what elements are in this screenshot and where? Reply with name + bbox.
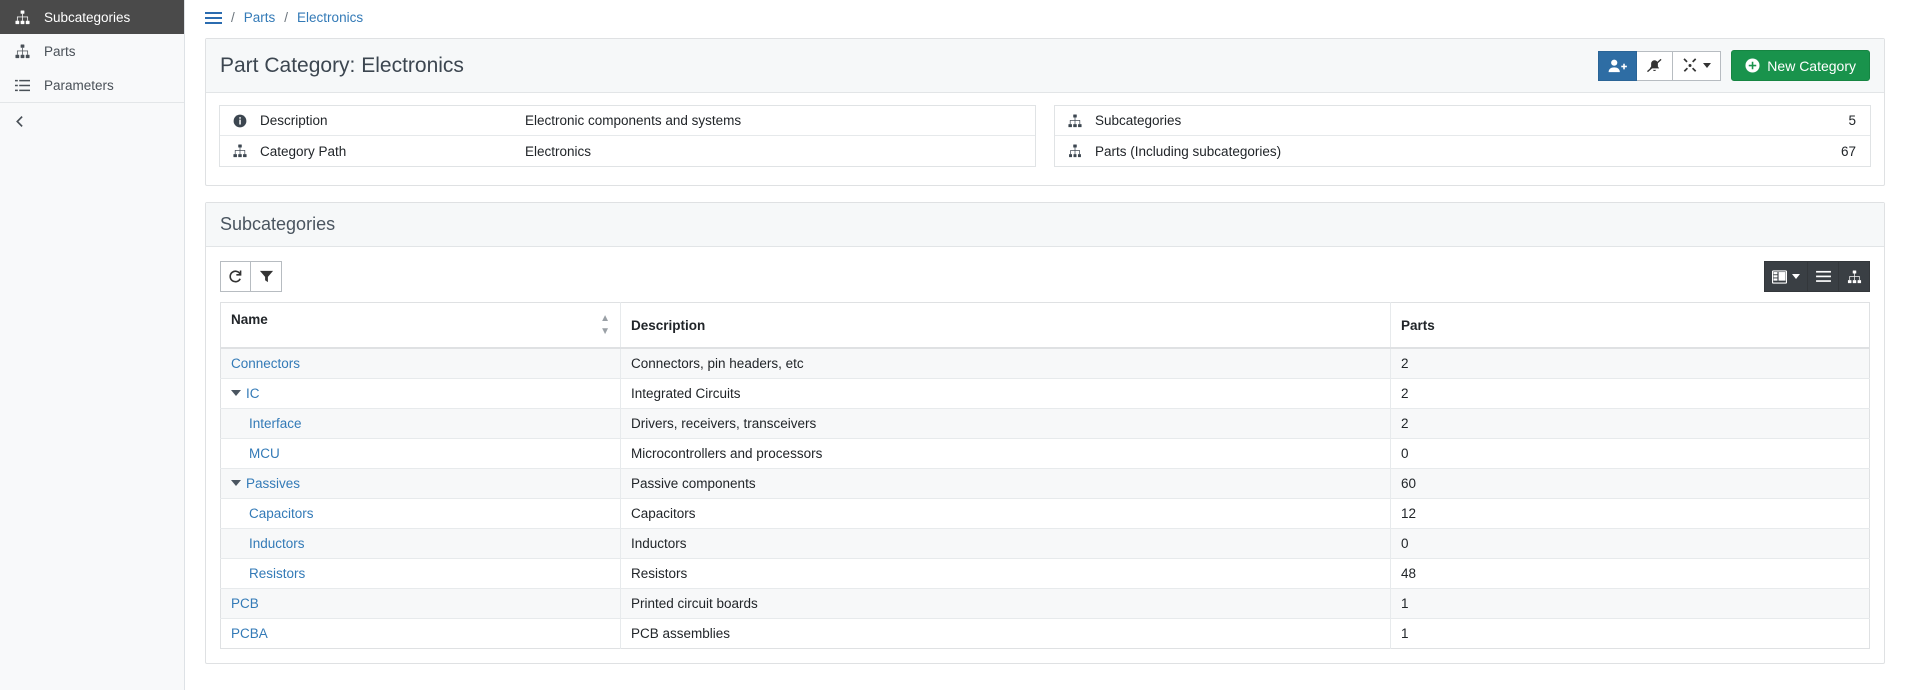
detail-value: Electronic components and systems bbox=[525, 113, 742, 128]
list-icon bbox=[14, 78, 31, 93]
table-toolbar bbox=[206, 247, 1884, 302]
detail-label: Category Path bbox=[260, 143, 347, 159]
detail-label: Parts (Including subcategories) bbox=[1095, 143, 1282, 159]
detail-label: Description bbox=[260, 113, 328, 128]
cell-parts: 48 bbox=[1391, 559, 1870, 589]
cell-name bbox=[221, 559, 621, 589]
list-view-button[interactable] bbox=[1808, 261, 1839, 292]
table-toolbar-right bbox=[1764, 261, 1870, 292]
sidebar bbox=[0, 0, 185, 690]
detail-row-description bbox=[220, 106, 1035, 136]
cell-name bbox=[221, 469, 621, 499]
page-title: Part Category: Electronics bbox=[220, 53, 464, 77]
category-link[interactable]: PCB bbox=[231, 596, 259, 611]
tree-view-button[interactable] bbox=[1839, 261, 1870, 292]
expand-collapse-icon[interactable] bbox=[231, 390, 241, 396]
table-row bbox=[221, 589, 1870, 619]
breadcrumb-item-parts[interactable]: Parts bbox=[243, 10, 276, 25]
refresh-icon bbox=[228, 269, 243, 284]
subcategories-panel bbox=[205, 202, 1885, 664]
sitemap-icon bbox=[1055, 114, 1095, 128]
new-category-label: New Category bbox=[1767, 57, 1856, 74]
cell-description: Passive components bbox=[621, 469, 1391, 499]
detail-value: 5 bbox=[1848, 113, 1856, 128]
cell-description: Connectors, pin headers, etc bbox=[621, 348, 1391, 379]
table-row bbox=[221, 529, 1870, 559]
filter-button[interactable] bbox=[251, 261, 282, 292]
column-header-name[interactable] bbox=[221, 303, 621, 349]
column-header-label: Name bbox=[231, 312, 268, 327]
detail-label: Subcategories bbox=[1095, 113, 1182, 128]
table-header-row bbox=[221, 303, 1870, 349]
subcategories-title: Subcategories bbox=[220, 214, 336, 234]
details-left-column bbox=[219, 105, 1036, 167]
table-body bbox=[221, 348, 1870, 649]
chevron-left-icon bbox=[14, 115, 27, 128]
category-link[interactable]: MCU bbox=[249, 446, 280, 461]
cell-name bbox=[221, 529, 621, 559]
table-toolbar-left bbox=[220, 261, 282, 292]
tools-dropdown-button[interactable] bbox=[1673, 51, 1721, 81]
chevron-down-icon bbox=[1792, 274, 1800, 279]
hamburger-icon[interactable] bbox=[205, 11, 222, 25]
expand-collapse-icon[interactable] bbox=[231, 480, 241, 486]
cell-description: Resistors bbox=[621, 559, 1391, 589]
sidebar-item-parameters[interactable] bbox=[0, 68, 184, 102]
cell-name bbox=[221, 409, 621, 439]
part-category-details bbox=[206, 93, 1884, 185]
refresh-button[interactable] bbox=[220, 261, 251, 292]
category-link[interactable]: PCBA bbox=[231, 626, 268, 641]
list-view-icon bbox=[1816, 270, 1831, 283]
funnel-icon bbox=[259, 269, 274, 284]
sort-icon[interactable]: ▲ ▼ bbox=[600, 313, 610, 337]
table-row bbox=[221, 619, 1870, 649]
wrench-icon bbox=[1682, 58, 1698, 73]
table-row bbox=[221, 409, 1870, 439]
table-row bbox=[221, 499, 1870, 529]
info-icon bbox=[220, 114, 260, 128]
details-right-column bbox=[1054, 105, 1871, 167]
part-category-panel bbox=[205, 38, 1885, 186]
table-row bbox=[221, 379, 1870, 409]
cell-name bbox=[221, 619, 621, 649]
detail-row-subcategories-count bbox=[1055, 106, 1870, 136]
cell-name bbox=[221, 348, 621, 379]
bell-slash-icon bbox=[1646, 58, 1663, 73]
subcategories-table bbox=[220, 302, 1870, 649]
detail-row-category-path bbox=[220, 136, 1035, 166]
main-content bbox=[185, 0, 1905, 690]
cell-name bbox=[221, 439, 621, 469]
cell-description: Microcontrollers and processors bbox=[621, 439, 1391, 469]
sitemap-icon bbox=[220, 144, 260, 158]
category-link[interactable]: Passives bbox=[246, 476, 301, 491]
detail-value: 67 bbox=[1840, 143, 1856, 159]
cell-parts: 2 bbox=[1391, 379, 1870, 409]
cell-description: Drivers, receivers, transceivers bbox=[621, 409, 1391, 439]
sidebar-item-parts[interactable] bbox=[0, 34, 184, 68]
sitemap-icon bbox=[1055, 144, 1095, 158]
cell-name bbox=[221, 379, 621, 409]
sidebar-item-label: Parameters bbox=[44, 77, 114, 93]
breadcrumb bbox=[185, 0, 1905, 36]
cell-parts: 2 bbox=[1391, 348, 1870, 379]
cell-description: Inductors bbox=[621, 529, 1391, 559]
cell-description: PCB assemblies bbox=[621, 619, 1391, 649]
sidebar-item-label: Parts bbox=[44, 43, 76, 59]
column-header-description[interactable]: Description bbox=[621, 303, 1391, 349]
sidebar-item-subcategories[interactable] bbox=[0, 0, 184, 34]
sitemap-icon bbox=[14, 44, 31, 59]
table-row bbox=[221, 439, 1870, 469]
table-row bbox=[221, 559, 1870, 589]
columns-button[interactable] bbox=[1764, 261, 1808, 292]
breadcrumb-item-electronics[interactable]: Electronics bbox=[297, 10, 364, 25]
cell-parts: 2 bbox=[1391, 409, 1870, 439]
part-category-header bbox=[206, 39, 1884, 93]
new-category-button[interactable] bbox=[1731, 50, 1870, 81]
category-link[interactable]: Resistors bbox=[249, 566, 306, 581]
table-columns-icon bbox=[1772, 270, 1787, 284]
breadcrumb-separator: / bbox=[284, 10, 289, 25]
table-row bbox=[221, 348, 1870, 379]
sitemap-icon bbox=[14, 10, 31, 25]
sidebar-collapse-button[interactable] bbox=[0, 102, 184, 140]
user-plus-icon bbox=[1608, 58, 1627, 73]
chevron-down-icon bbox=[1703, 63, 1711, 68]
header-action-group bbox=[1598, 50, 1870, 81]
sidebar-item-label: Subcategories bbox=[44, 9, 131, 25]
cell-parts: 1 bbox=[1391, 589, 1870, 619]
subscribe-button[interactable] bbox=[1598, 51, 1637, 81]
detail-value: Electronics bbox=[525, 143, 592, 159]
cell-description: Capacitors bbox=[621, 499, 1391, 529]
cell-description: Integrated Circuits bbox=[621, 379, 1391, 409]
detail-row-parts-count bbox=[1055, 136, 1870, 166]
category-link[interactable]: Inductors bbox=[249, 536, 305, 551]
category-link[interactable]: Connectors bbox=[231, 356, 301, 371]
category-link[interactable]: Interface bbox=[249, 416, 302, 431]
cell-name bbox=[221, 589, 621, 619]
category-link[interactable]: Capacitors bbox=[249, 506, 314, 521]
column-header-parts[interactable]: Parts bbox=[1391, 303, 1870, 349]
breadcrumb-separator: / bbox=[231, 10, 235, 25]
table-row bbox=[221, 469, 1870, 499]
cell-description: Printed circuit boards bbox=[621, 589, 1391, 619]
cell-parts: 0 bbox=[1391, 439, 1870, 469]
unsubscribe-button[interactable] bbox=[1637, 51, 1673, 81]
cell-parts: 12 bbox=[1391, 499, 1870, 529]
cell-name bbox=[221, 499, 621, 529]
cell-parts: 60 bbox=[1391, 469, 1870, 499]
cell-parts: 1 bbox=[1391, 619, 1870, 649]
plus-circle-icon bbox=[1745, 58, 1760, 73]
cell-parts: 0 bbox=[1391, 529, 1870, 559]
category-link[interactable]: IC bbox=[246, 386, 260, 401]
sitemap-icon bbox=[1847, 270, 1862, 284]
subcategories-header bbox=[206, 203, 1884, 247]
